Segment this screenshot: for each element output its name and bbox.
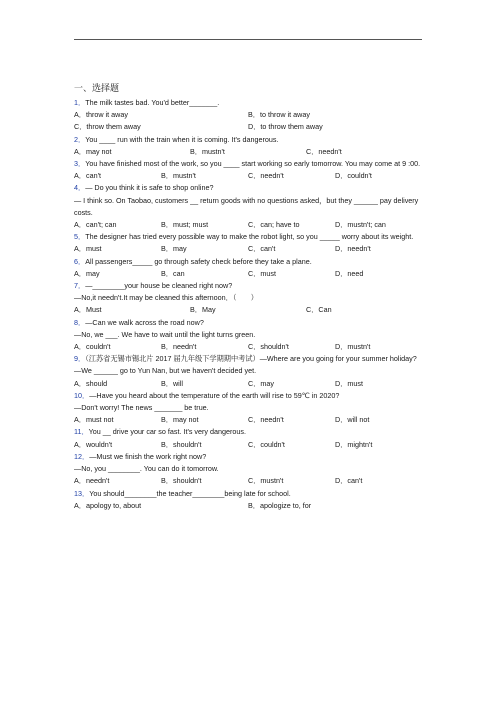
options-6 (74, 268, 424, 280)
option-c[interactable]: C．throw them away (74, 122, 141, 132)
options-10 (74, 414, 424, 426)
option-b[interactable]: B．will (161, 378, 183, 388)
question-1: 1．The milk tastes bad. You'd better_______. (74, 98, 220, 107)
option-b[interactable]: B．to throw it away (248, 110, 310, 120)
option-b[interactable]: B．may not (161, 415, 199, 425)
option-a[interactable]: A．can't (74, 171, 101, 181)
option-a[interactable]: A．should (74, 378, 108, 388)
question-3: 3．You have finished most of the work, so you ____ start working so early tomorrow. You may come at 9 :00. (74, 159, 421, 169)
exam-page (74, 80, 424, 512)
question-6: 6．All passengers_____ go through safety check before they take a plane. (74, 256, 312, 266)
question-7-reply: —No,it needn't.It may be cleaned this afternoon．（ ） (74, 293, 258, 303)
option-a[interactable]: A．needn't (74, 476, 110, 486)
option-a[interactable]: A．Must (74, 305, 102, 315)
options-9 (74, 378, 424, 390)
option-c[interactable]: C．Can (306, 305, 332, 315)
options-8 (74, 341, 424, 353)
option-c[interactable]: C．needn't (306, 146, 342, 156)
option-b[interactable]: B．mustn't (190, 146, 225, 156)
options-11 (74, 439, 424, 451)
option-d[interactable]: D．can't (335, 476, 363, 486)
option-d[interactable]: D．couldn't (335, 171, 372, 181)
option-c[interactable]: C．couldn't (248, 439, 285, 449)
option-c[interactable]: C．mustn't (248, 476, 284, 486)
option-a[interactable]: A．couldn't (74, 342, 111, 352)
option-b[interactable]: B．shouldn't (161, 476, 202, 486)
question-13: 13．You should________the teacher________being late for school. (74, 488, 291, 498)
question-10-reply: —Don't worry! The news _______ be true. (74, 403, 209, 413)
question-8-reply: —No, we ___. We have to wait until the light turns green. (74, 329, 256, 339)
option-b[interactable]: B．mustn't (161, 171, 196, 181)
option-c[interactable]: C．may (248, 378, 274, 388)
option-d[interactable]: D．mightn't (335, 439, 373, 449)
question-8: 8．—Can we walk across the road now? (74, 317, 204, 327)
options-4 (74, 219, 424, 231)
question-4: 4．— Do you think it is safe to shop online? (74, 183, 214, 193)
option-a[interactable]: A．throw it away (74, 110, 128, 120)
option-a[interactable]: A．wouldn't (74, 439, 113, 449)
option-c[interactable]: C．needn't (248, 171, 284, 181)
section-title: 一、选择题 (74, 83, 120, 93)
option-d[interactable]: D．will not (335, 415, 370, 425)
option-d[interactable]: D．need (335, 268, 364, 278)
options-1a (74, 109, 424, 121)
option-d[interactable]: D．mustn't; can (335, 220, 386, 230)
option-a[interactable]: A．apology to, about (74, 500, 142, 510)
question-2: 2．You ____ run with the train when it is coming. It's dangerous. (74, 134, 279, 144)
option-a[interactable]: A．must not (74, 415, 114, 425)
option-b[interactable]: B．apologize to, for (248, 500, 312, 510)
options-3 (74, 170, 424, 182)
option-b[interactable]: B．needn't (161, 342, 197, 352)
question-7: 7．—________your house be cleaned right now? (74, 281, 233, 291)
options-12 (74, 475, 424, 487)
option-a[interactable]: A．may not (74, 146, 112, 156)
option-d[interactable]: D．to throw them away (248, 122, 323, 132)
options-1b (74, 121, 424, 133)
options-2 (74, 146, 424, 158)
question-4-reply: — I think so. On Taobao, customers __ return goods with no questions asked，but they ______ pay delivery costs. (74, 195, 419, 217)
option-c[interactable]: C．can't (248, 244, 276, 254)
question-9-reply: —We ______ go to Yun Nan, but we haven't decided yet. (74, 366, 257, 376)
option-d[interactable]: D．needn't (335, 244, 371, 254)
option-c[interactable]: C．must (248, 268, 276, 278)
option-b[interactable]: B．can (161, 268, 185, 278)
option-b[interactable]: B．may (161, 244, 187, 254)
option-a[interactable]: A．may (74, 268, 100, 278)
options-5 (74, 243, 424, 255)
question-12: 12．—Must we finish the work right now? (74, 451, 207, 461)
option-c[interactable]: C．can; have to (248, 220, 300, 230)
question-12-reply: —No, you ________. You can do it tomorrow. (74, 464, 219, 474)
options-13 (74, 500, 424, 512)
header-rule (74, 39, 422, 40)
option-b[interactable]: B．must; must (161, 220, 209, 230)
option-a[interactable]: A．must (74, 244, 102, 254)
option-d[interactable]: D．mustn't (335, 342, 371, 352)
question-9: 9．（江苏省无锡市锡北片 2017 届九年级下学期期中考试）—Where are you going for your summer holiday? (74, 354, 417, 364)
option-c[interactable]: C．shouldn't (248, 342, 289, 352)
option-d[interactable]: D．must (335, 378, 363, 388)
question-5: 5．The designer has tried every possible way to make the robot light, so you _____ worry about its weight. (74, 232, 414, 242)
option-c[interactable]: C．needn't (248, 415, 284, 425)
option-b[interactable]: B．shouldn't (161, 439, 202, 449)
question-11: 11．You __ drive your car so fast. It's very dangerous. (74, 427, 246, 437)
question-10: 10．—Have you heard about the temperature of the earth will rise to 59℃ in 2020? (74, 390, 340, 400)
option-b[interactable]: B．May (190, 305, 216, 315)
options-7 (74, 304, 424, 316)
option-a[interactable]: A．can't; can (74, 220, 117, 230)
